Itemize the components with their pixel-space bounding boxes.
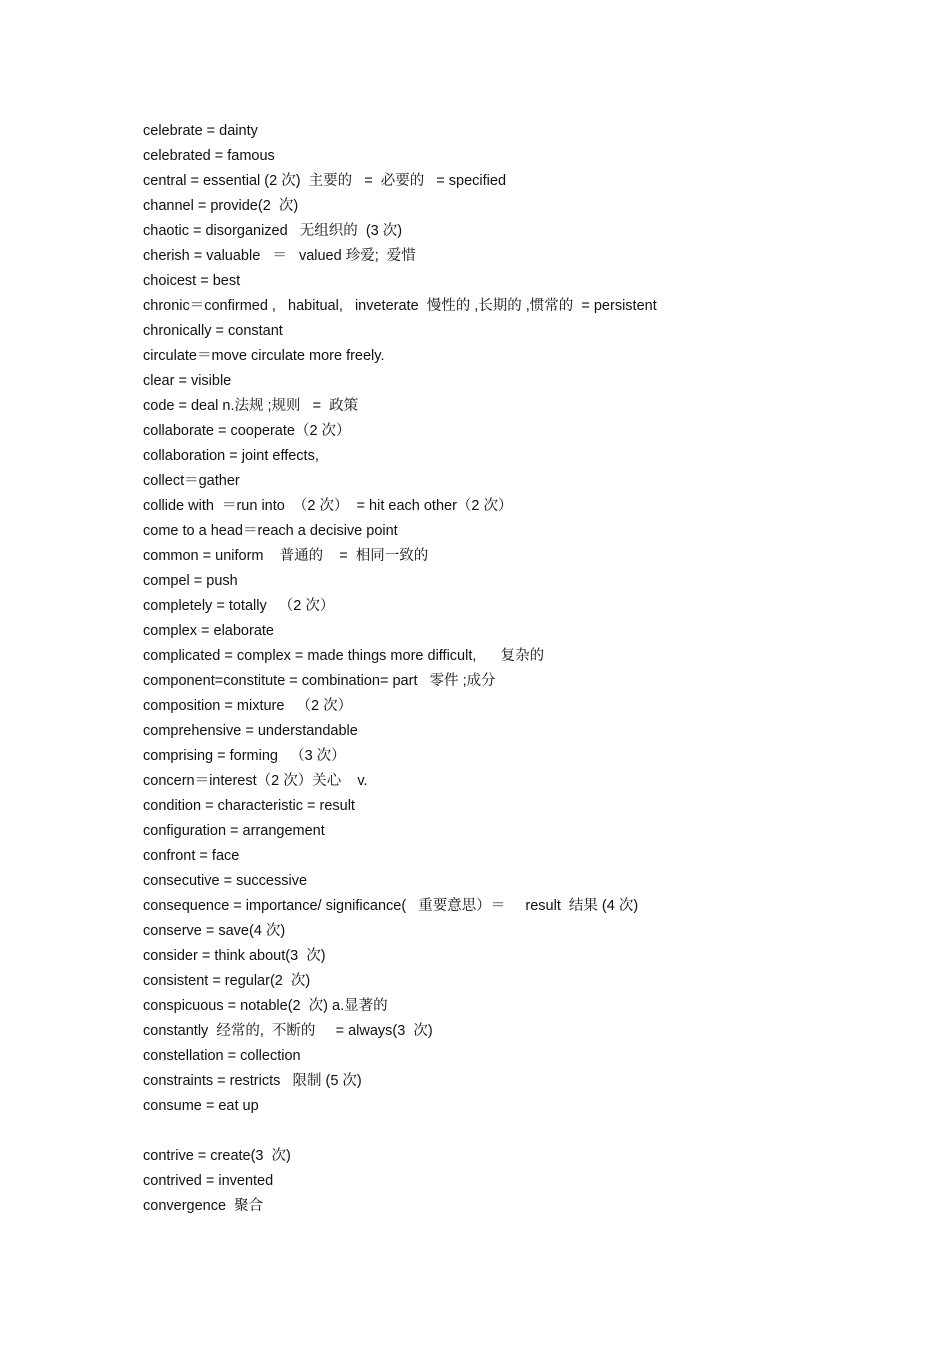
vocab-entry: composition = mixture （2 次）: [143, 698, 353, 714]
vocab-entry: comprehensive = understandable: [143, 723, 358, 739]
vocab-entry: chronic＝confirmed , habitual, inveterate 慢性的 ,长期的 ,惯常的 = persistent: [143, 298, 657, 314]
vocab-entry: collect＝gather: [143, 473, 240, 489]
vocab-entry: conspicuous = notable(2 次) a.显著的: [143, 998, 388, 1014]
vocab-entry: consequence = importance/ significance( 重要意思）＝ result 结果 (4 次): [143, 898, 639, 914]
vocab-entry: collide with ＝run into （2 次） = hit each other（2 次）: [143, 498, 513, 514]
vocab-entry: consistent = regular(2 次): [143, 973, 311, 989]
vocab-entry: confront = face: [143, 848, 240, 864]
vocab-entry: configuration = arrangement: [143, 823, 325, 839]
blank-line: [143, 1119, 923, 1144]
vocab-entry: cherish = valuable ＝ valued 珍爱; 爱惜: [143, 248, 416, 264]
vocab-entry: collaboration = joint effects,: [143, 448, 319, 464]
vocab-entry: celebrate = dainty: [143, 123, 258, 139]
vocab-entry: conserve = save(4 次): [143, 923, 286, 939]
vocab-entry: complex = elaborate: [143, 623, 274, 639]
vocab-entry: come to a head＝reach a decisive point: [143, 523, 398, 539]
vocab-entry: clear = visible: [143, 373, 232, 389]
vocab-entry: consider = think about(3 次): [143, 948, 326, 964]
vocab-entry: constellation = collection: [143, 1048, 301, 1064]
vocabulary-list: [143, 119, 923, 1219]
vocab-entry: condition = characteristic = result: [143, 798, 355, 814]
vocab-entry: channel = provide(2 次): [143, 198, 299, 214]
vocab-entry: consecutive = successive: [143, 873, 308, 889]
vocab-entry: constraints = restricts 限制 (5 次): [143, 1073, 362, 1089]
vocab-entry: code = deal n.法规 ;规则 = 政策: [143, 398, 359, 414]
vocab-entry: concern＝interest（2 次）关心 v.: [143, 773, 368, 789]
vocab-entry: consume = eat up: [143, 1098, 259, 1114]
vocab-entry: constantly 经常的, 不断的 = always(3 次): [143, 1023, 433, 1039]
vocab-entry: chaotic = disorganized 无组织的 (3 次): [143, 223, 403, 239]
vocab-entry: central = essential (2 次) 主要的 = 必要的 = specified: [143, 173, 507, 189]
vocab-entry: celebrated = famous: [143, 148, 275, 164]
vocab-entry: convergence 聚合: [143, 1198, 264, 1214]
vocab-entry: circulate＝move circulate more freely.: [143, 348, 385, 364]
vocab-entry: choicest = best: [143, 273, 241, 289]
vocab-entry: completely = totally （2 次）: [143, 598, 335, 614]
vocab-entry: compel = push: [143, 573, 238, 589]
vocab-entry: contrived = invented: [143, 1173, 274, 1189]
vocab-entry: complicated = complex = made things more difficult, 复杂的: [143, 648, 545, 664]
vocab-entry: component=constitute = combination= part 零件 ;成分: [143, 673, 496, 689]
vocab-entry: chronically = constant: [143, 323, 283, 339]
vocab-entry: collaborate = cooperate（2 次）: [143, 423, 351, 439]
vocab-entry: common = uniform 普通的 = 相同一致的: [143, 548, 429, 564]
vocab-entry: comprising = forming （3 次）: [143, 748, 346, 764]
vocab-entry: contrive = create(3 次): [143, 1148, 291, 1164]
